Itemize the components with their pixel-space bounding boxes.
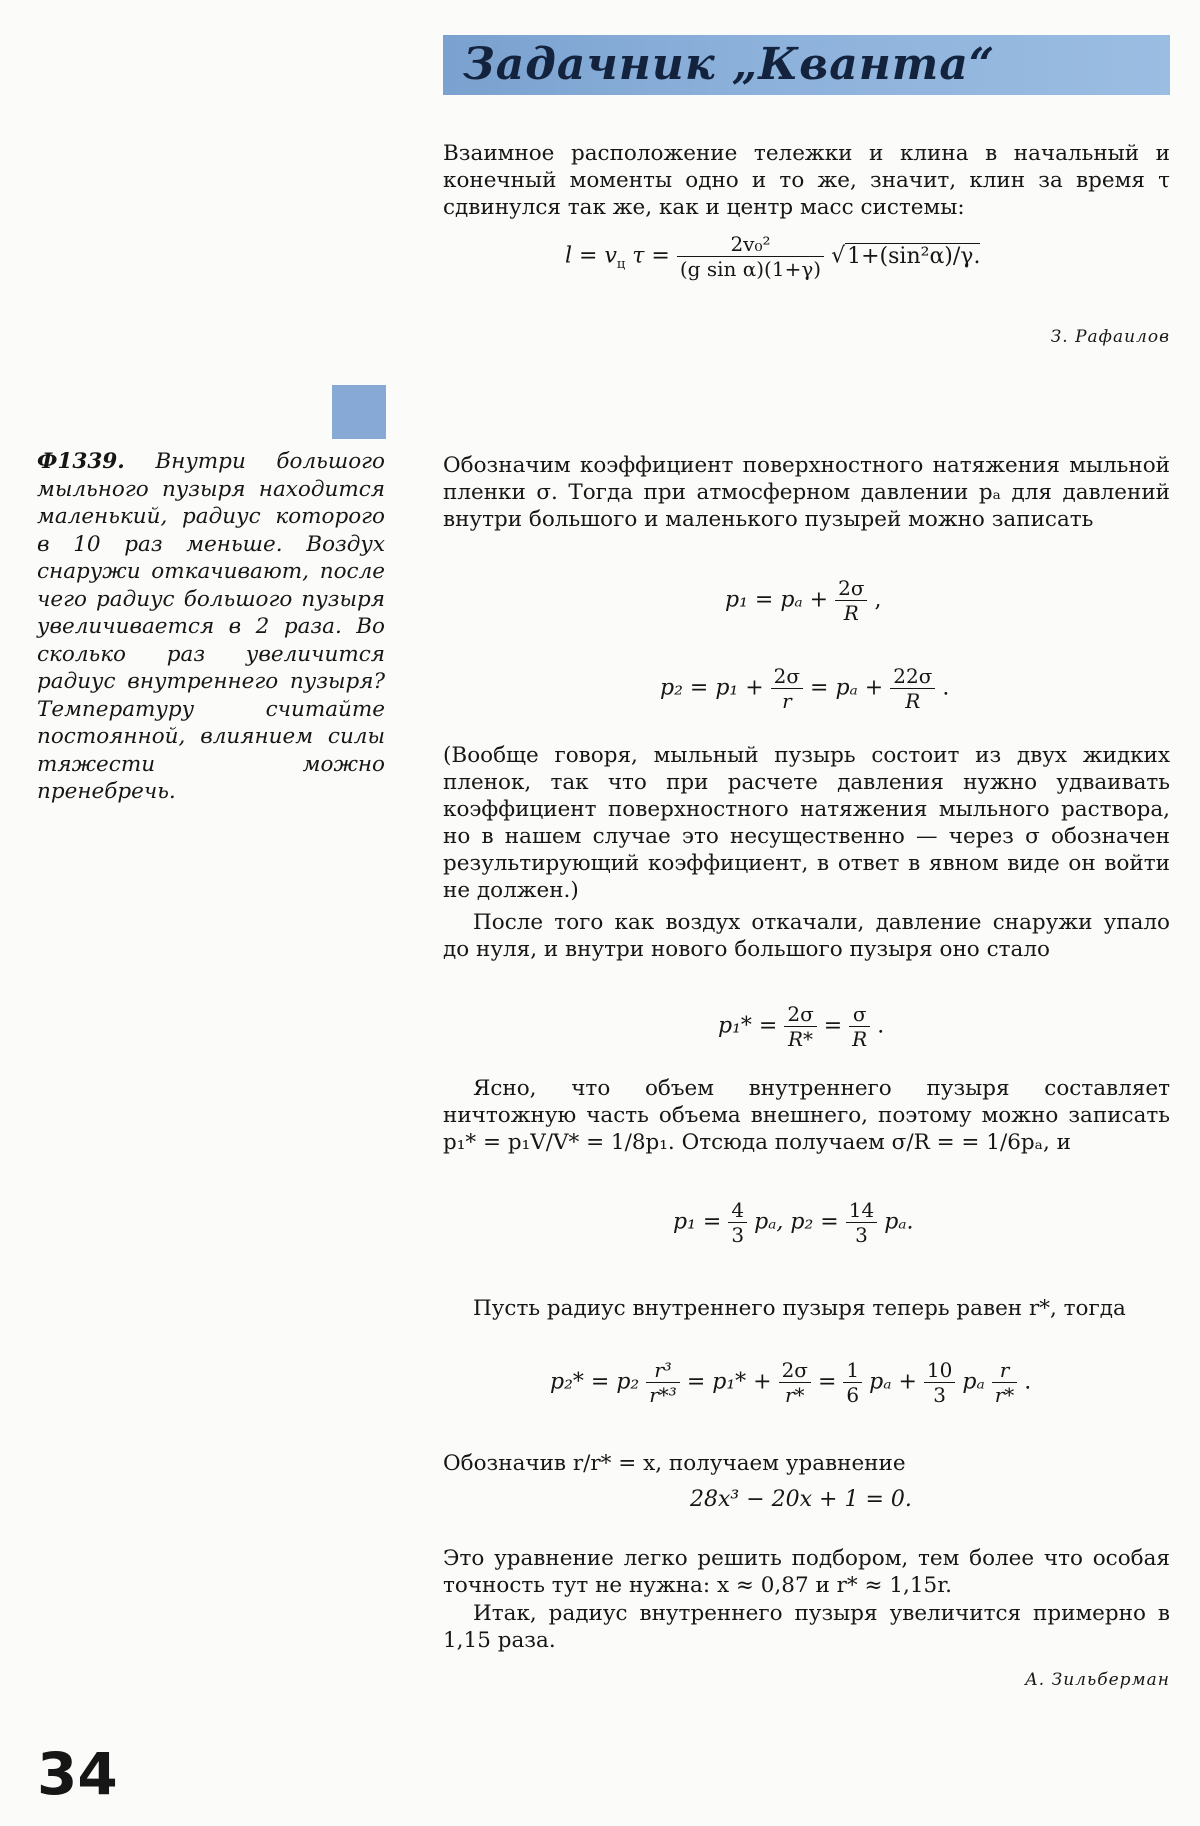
solution-p7: Это уравнение легко решить подбором, тем более что особая точность тут не нужна: x ≈ 0,87 и r* ≈ 1,15r. (443, 1546, 1170, 1598)
equation-2: p₂ = p₁ + $\frac{2\sigma}{r}$ = pₐ + $\frac{22\sigma}{R}$ . (660, 664, 950, 713)
equation-6: 28x³ − 20x + 1 = 0. (690, 1487, 912, 1512)
solution-p3: После того как воздух откачали, давление снаружи упало до нуля, и внутри нового большого пузыря оно стало (443, 910, 1170, 962)
solution-p2: (Вообще говоря, мыльный пузырь состоит из двух жидких пленок, так что при расчете давления нужно удваивать коэффициент поверхностного натяжения мыльного раствора, но в нашем случае это несущественно — через σ обозначен результирующий коэффициент, в ответ в явном виде он войти не должен.) (443, 743, 1170, 903)
solution-p8: Итак, радиус внутреннего пузыря увеличится примерно в 1,15 раза. (443, 1601, 1170, 1653)
solution-p6: Обозначив r/r* = x, получаем уравнение (443, 1451, 906, 1476)
prev-solution-formula: $l = v_ц$ τ = $\frac{\text{2v₀²}}{\text{(g sin α)(1+γ)}}$ √1+(sin²α)/γ. (565, 232, 981, 281)
solution-p4: Ясно, что объем внутреннего пузыря составляет ничтожную часть объема внешнего, поэтому можно записать p₁* = p₁V/V* = 1/8p₁. Отсюда получаем σ/R = = 1/6pₐ, и (443, 1076, 1170, 1155)
banner-title: Задачник „Кванта“ (463, 39, 996, 90)
sqrt-sign: √ (831, 243, 846, 269)
equation-4: p₁ = $\frac{4}{3}$ pₐ, p₂ = $\frac{14}{3}$ pₐ. (673, 1198, 914, 1247)
decorative-square (332, 385, 386, 439)
prev-solution (443, 140, 1170, 221)
problem-label: Ф1339. (37, 449, 125, 474)
equation-3: p₁* = $\frac{2\sigma}{R*}$ = $\frac{\sigma}{R}$ . (718, 1002, 885, 1051)
page-number: 34 (37, 1740, 118, 1808)
section-banner (443, 35, 1170, 95)
equation-1: p₁ = pₐ + $\frac{2\sigma}{R}$ , (725, 576, 882, 625)
formula-fraction: $\frac{\text{2v₀²}}{\text{(g sin α)(1+γ)}}$ (677, 232, 824, 281)
solution-author: А. Зильберман (1024, 1670, 1170, 1690)
equation-5: p₂* = p₂ $\frac{\text{r³}}{\text{r*³}}$ = p₁* + $\frac{2\sigma}{r*}$ = $\frac{1}{6}$ pₐ + $\frac{10}{3}$ pₐ $\frac{r}{r*}$ . (550, 1358, 1032, 1407)
prev-author: З. Рафаилов (1050, 327, 1170, 347)
prev-solution-text: Взаимное расположение тележки и клина в начальный и конечный моменты одно и то же, значит, клин за время τ сдвинулся так же, как и центр масс системы: (443, 141, 1170, 220)
problem-statement (37, 448, 385, 806)
solution-p5: Пусть радиус внутреннего пузыря теперь равен r*, тогда (473, 1296, 1126, 1321)
solution-p1: Обозначим коэффициент поверхностного натяжения мыльной пленки σ. Тогда при атмосферном давлении pₐ для давлений внутри большого и маленького пузырей можно записать (443, 453, 1170, 532)
problem-text: Внутри большого мыльного пузыря находится маленький, радиус которого в 10 раз меньше. Воздух снаружи откачивают, после чего радиус большого пузыря увеличивается в 2 раза. Во сколько раз увеличится радиус внутреннего пузыря? Температуру считайте постоянной, влиянием силы тяжести можно пренебречь. (37, 449, 385, 804)
